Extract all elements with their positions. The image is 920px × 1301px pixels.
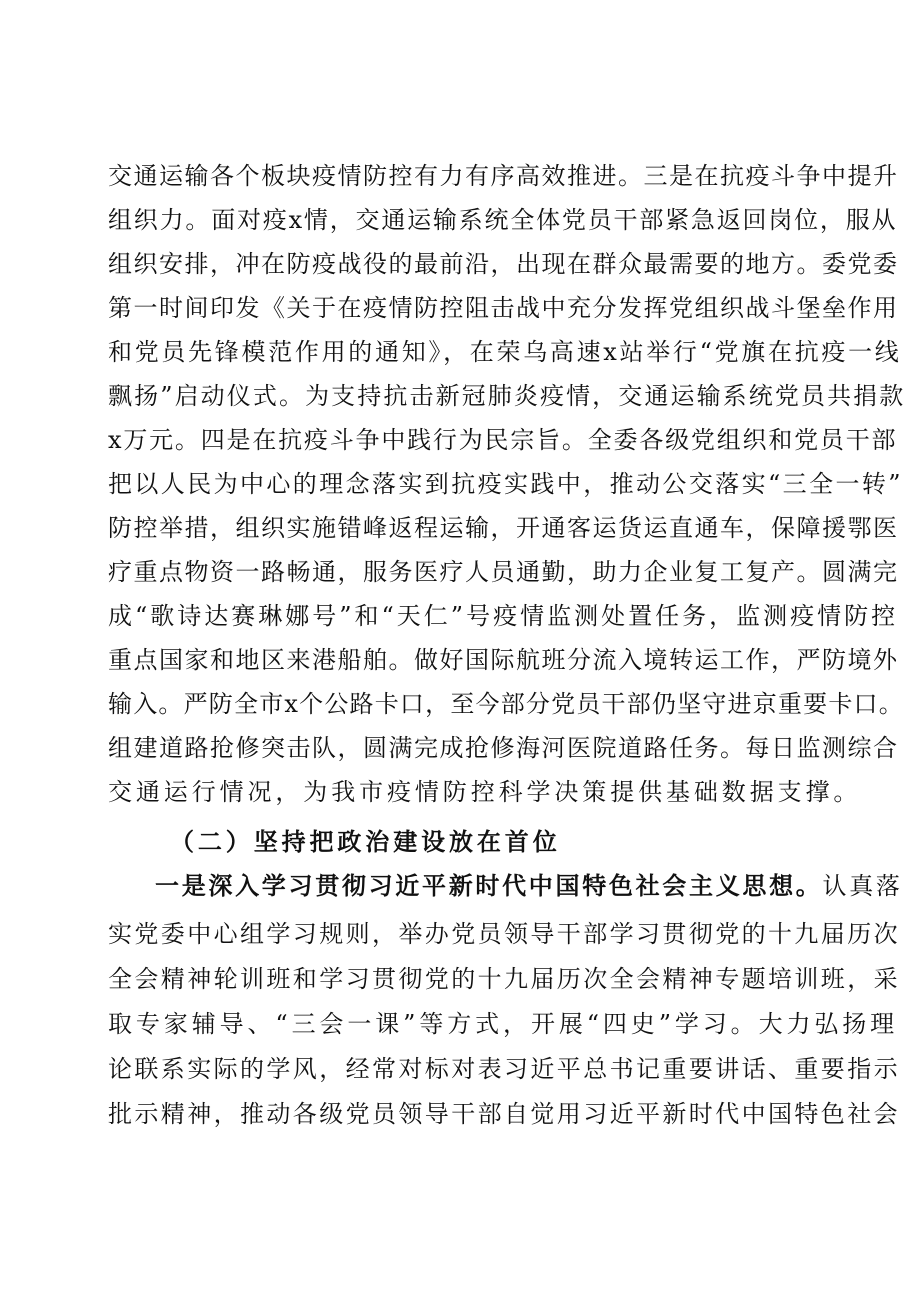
text-line: 交通运输各个板块疫情防控有力有序高效推进。三是在抗疫斗争中提升 xyxy=(108,162,899,190)
text-line: 飘扬”启动仪式。为支持抗击新冠肺炎疫情，交通运输系统党员共捐款 xyxy=(108,382,906,410)
text-line: x万元。四是在抗疫斗争中践行为民宗旨。全委各级党组织和党员干部 xyxy=(108,426,898,454)
text-line: 输入。严防全市x个公路卡口，至今部分党员干部仍坚守进京重要卡口。 xyxy=(108,690,904,718)
text-line: 把以人民为中心的理念落实到抗疫实践中，推动公交落实“三全一转” xyxy=(108,470,903,498)
text-line: 取专家辅导、“三会一课”等方式，开展“四史”学习。大力弘扬理 xyxy=(108,1010,899,1038)
text-line: 批示精神，推动各级党员领导干部自觉用习近平新时代中国特色社会 xyxy=(108,1100,900,1128)
paragraph-first-line xyxy=(155,866,903,906)
text-line: 成“歌诗达赛琳娜号”和“天仁”号疫情监测处置任务，监测疫情防控 xyxy=(108,602,899,630)
text-line: 疗重点物资一路畅通，服务医疗人员通勤，助力企业复工复产。圆满完 xyxy=(108,558,899,586)
bold-lead-sentence: 一是深入学习贯彻习近平新时代中国特色社会主义思想。 xyxy=(155,871,823,900)
text-run: 认真落 xyxy=(822,872,903,900)
text-line: 全会精神轮训班和学习贯彻党的十九届历次全会精神专题培训班，采 xyxy=(108,965,900,993)
text-line: 和党员先锋模范作用的通知》，在荣乌高速x站举行“党旗在抗疫一线 xyxy=(108,338,902,366)
text-line: 实党委中心组学习规则，举办党员领导干部学习贯彻党的十九届历次 xyxy=(108,920,900,948)
text-line: 组织力。面对疫x情，交通运输系统全体党员干部紧急返回岗位，服从 xyxy=(108,206,898,234)
text-line: 防控举措，组织实施错峰返程运输，开通客运货运直通车，保障援鄂医 xyxy=(108,514,899,542)
text-line: 重点国家和地区来港船舶。做好国际航班分流入境转运工作，严防境外 xyxy=(108,646,899,674)
text-line: 组织安排，冲在防疫战役的最前沿，出现在群众最需要的地方。委党委 xyxy=(108,250,899,278)
text-line: 第一时间印发《关于在疫情防控阻击战中充分发挥党组织战斗堡垒作用 xyxy=(108,294,899,322)
text-line: 交通运行情况，为我市疫情防控科学决策提供基础数据支撑。 xyxy=(108,778,862,806)
section-heading: （二）坚持把政治建设放在首位 xyxy=(170,827,561,856)
text-line: 组建道路抢修突击队，圆满完成抢修海河医院道路任务。每日监测综合 xyxy=(108,734,899,762)
text-line: 论联系实际的学风，经常对标对表习近平总书记重要讲话、重要指示 xyxy=(108,1055,900,1083)
